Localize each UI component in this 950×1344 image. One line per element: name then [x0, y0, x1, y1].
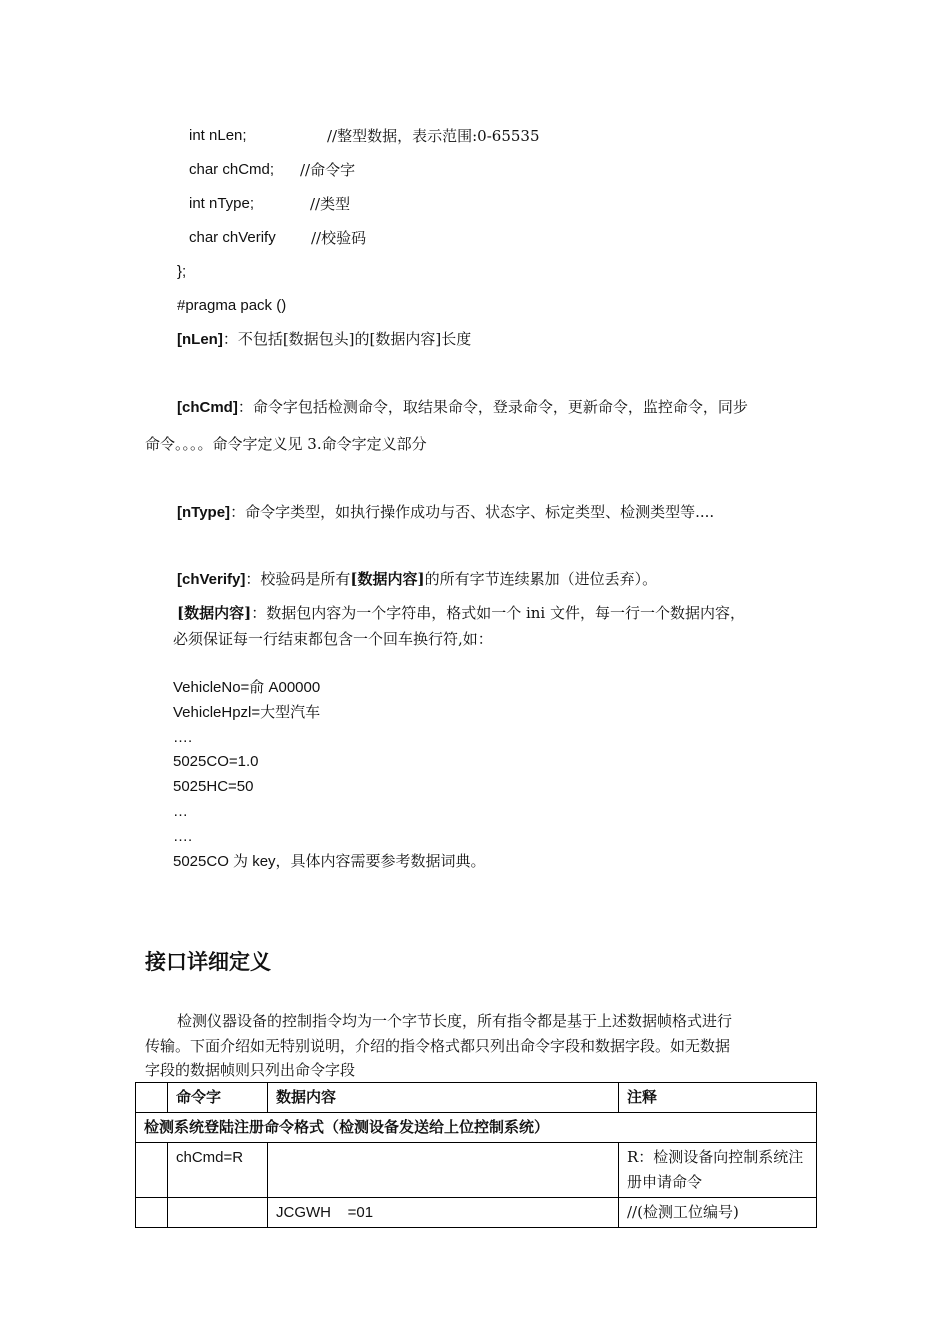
example-line: 5025HC=50: [173, 778, 254, 795]
example-line: ….: [173, 828, 193, 845]
content-text-1: ：数据包内容为一个字符串，格式如一个 ini 文件，每一行一个数据内容，: [251, 604, 745, 622]
ntype-term: [nType]: [177, 504, 231, 521]
table-group-row: [136, 1113, 817, 1143]
table-row: [136, 1143, 817, 1198]
table-cell: [136, 1198, 168, 1228]
content-text-2: 必须保证每一行结束都包含一个回车换行符,如：: [173, 630, 493, 648]
chverify-term: [chVerify]: [177, 571, 246, 588]
chcmd-term: [chCmd]: [177, 399, 238, 416]
intro-line: 传输。下面介绍如无特别说明，介绍的指令格式都只列出命令字段和数据字段。如无数据: [145, 1037, 731, 1055]
table-header-cell: 注释: [619, 1083, 817, 1113]
code-close-brace: };: [177, 263, 187, 280]
chverify-text-b: 的所有字节连续累加（进位丢弃）。: [424, 570, 658, 588]
table-header-cell: 数据内容: [268, 1083, 619, 1113]
table-cell: JCGWH =01: [268, 1198, 619, 1228]
example-line: VehicleHpzl=大型汽车: [173, 704, 321, 721]
example-line: …: [173, 803, 188, 820]
nlen-text: ：不包括[数据包头]的[数据内容]长度: [222, 330, 472, 348]
code-ntype-comment: //类型: [310, 195, 351, 213]
example-line: 5025CO 为 key，具体内容需要参考数据词典。: [173, 853, 486, 870]
nlen-term: [nLen]: [177, 331, 223, 348]
table-header-row: [136, 1083, 817, 1113]
code-pragma: #pragma pack (): [177, 297, 287, 314]
content-description: [177, 603, 745, 623]
table-header-cell: [136, 1083, 168, 1113]
code-chcmd-field: char chCmd;: [189, 161, 275, 178]
table-group-title: 检测系统登陆注册命令格式（检测设备发送给上位控制系统）: [136, 1113, 817, 1143]
code-nlen-comment: //整型数据，表示范围:0-65535: [327, 127, 540, 145]
section-title: 接口详细定义: [145, 950, 271, 974]
table-cell: [136, 1143, 168, 1198]
chverify-bold: [数据内容]: [350, 570, 425, 588]
command-table: [135, 1082, 817, 1228]
intro-line: 字段的数据帧则只列出命令字段: [145, 1061, 356, 1079]
table-cell: //(检测工位编号): [619, 1198, 817, 1228]
chverify-text-a: ：校验码是所有: [245, 570, 351, 588]
chcmd-text-1: ：命令字包括检测命令，取结果命令，登录命令，更新命令，监控命令，同步: [237, 398, 748, 416]
table-cell: [268, 1143, 619, 1198]
example-line: 5025CO=1.0: [173, 753, 259, 770]
chcmd-text-2: 命令。。。。命令字定义见 3.命令字定义部分: [145, 435, 427, 453]
code-chverify-comment: //校验码: [311, 229, 367, 247]
example-line: VehicleNo=俞 A00000: [173, 679, 321, 696]
code-chcmd-comment: //命令字: [300, 161, 356, 179]
example-line: ….: [173, 729, 193, 746]
chverify-description: [177, 569, 657, 590]
ntype-text: ：命令字类型，如执行操作成功与否、状态字、标定类型、检测类型等....: [230, 503, 715, 521]
chcmd-description: [177, 397, 748, 418]
intro-line: 检测仪器设备的控制指令均为一个字节长度，所有指令都是基于上述数据帧格式进行: [177, 1012, 733, 1030]
content-term: [数据内容]: [177, 604, 252, 622]
code-ntype-field: int nType;: [189, 195, 255, 212]
table-row: [136, 1198, 817, 1228]
table-cell: [168, 1198, 268, 1228]
table-header-cell: 命令字: [168, 1083, 268, 1113]
nlen-description: [177, 329, 471, 350]
code-nlen-field: int nLen;: [189, 127, 247, 144]
ntype-description: [177, 502, 714, 523]
table-cell: R：检测设备向控制系统注册申请命令: [619, 1143, 817, 1198]
code-chverify-field: char chVerify: [189, 229, 276, 246]
table-cell: chCmd=R: [168, 1143, 268, 1198]
